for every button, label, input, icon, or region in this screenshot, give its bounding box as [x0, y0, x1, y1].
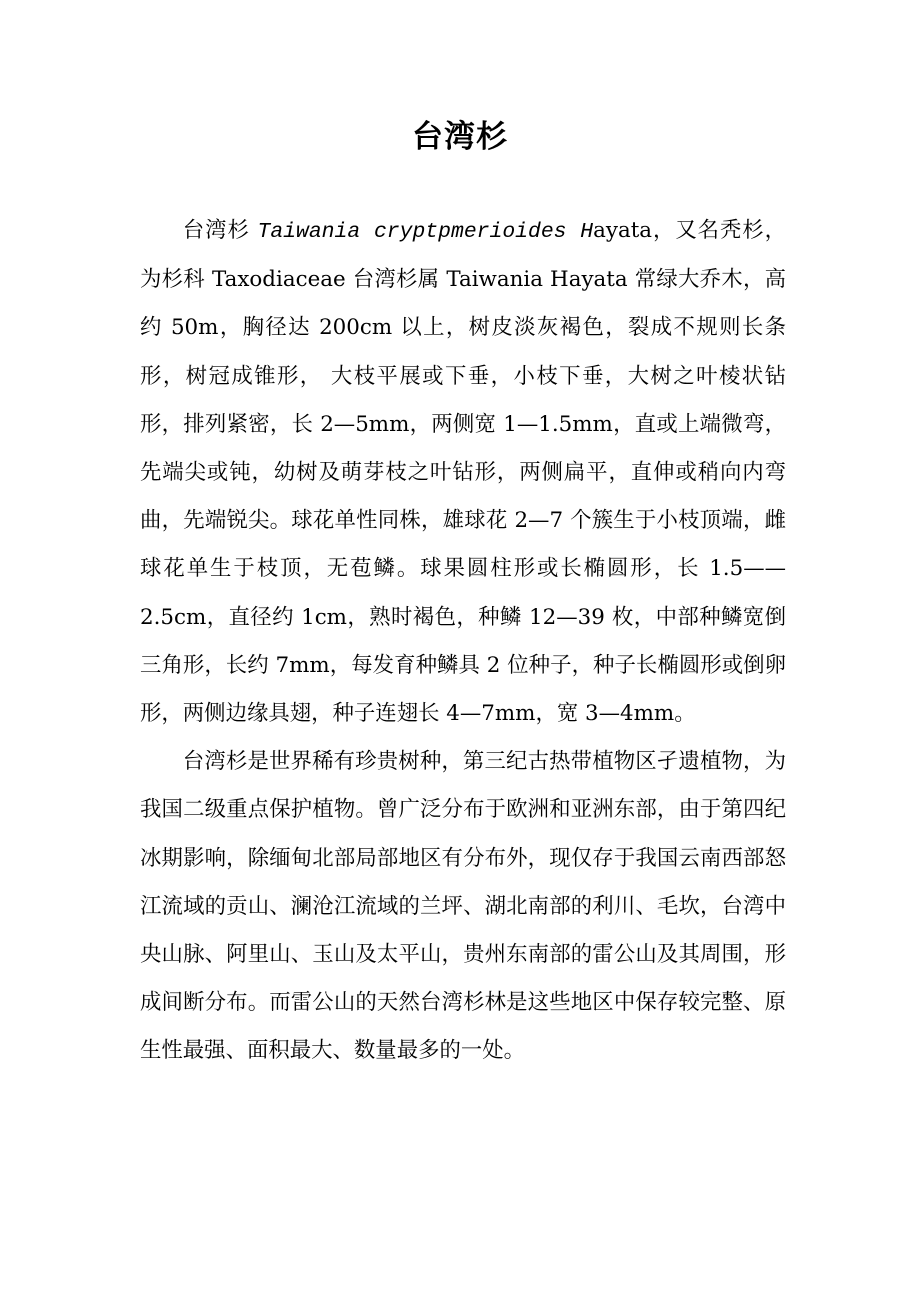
description-text: ayata，又名秃杉，为杉科 Taxodiaceae 台湾杉属 Taiwania Hayata 常绿大乔木，高约 50m，胸径达 200cm 以上，树皮淡灰褐色，裂成不规则长条形，树冠成锥形， 大枝平展或下垂，小枝下垂，大树之叶棱状钻形，排列紧密，长 2—5mm，两侧宽 1—1.5mm，直或上端微弯，先端尖或钝，幼树及萌芽枝之叶钻形，两侧扁平，直伸或稍向内弯曲，先端锐尖。球花单性同株，雄球花 2—7 个簇生于小枝顶端，雌球花单生于枝顶，无苞鳞。球果圆柱形或长椭圆形，长 1.5——2.5cm，直径约 1cm，熟时褐色，种鳞 12—39 枚，中部种鳞宽倒三角形，长约 7mm，每发育种鳞具 2 位种子，种子长椭圆形或倒卵形，两侧边缘具翅，种子连翅长 4—7mm，宽 3—4mm。	[140, 218, 786, 727]
common-name: 台湾杉	[182, 218, 258, 243]
paragraph-distribution: 台湾杉是世界稀有珍贵树种，第三纪古热带植物区孑遗植物，为我国二级重点保护植物。曾广泛分布于欧洲和亚洲东部，由于第四纪冰期影响，除缅甸北部局部地区有分布外，现仅存于我国云南西部怒江流域的贡山、澜沧江流域的兰坪、湖北南部的利川、毛坎，台湾中央山脉、阿里山、玉山及太平山，贵州东南部的雷公山及其周围，形成间断分布。而雷公山的天然台湾杉林是这些地区中保存较完整、原生性最强、面积最大、数量最多的一处。	[140, 749, 786, 1064]
document-title: 台湾杉	[412, 119, 508, 155]
latin-name: Taiwania cryptpmerioides H	[257, 220, 594, 244]
paragraph-description	[140, 207, 786, 738]
document-body	[140, 207, 786, 1076]
